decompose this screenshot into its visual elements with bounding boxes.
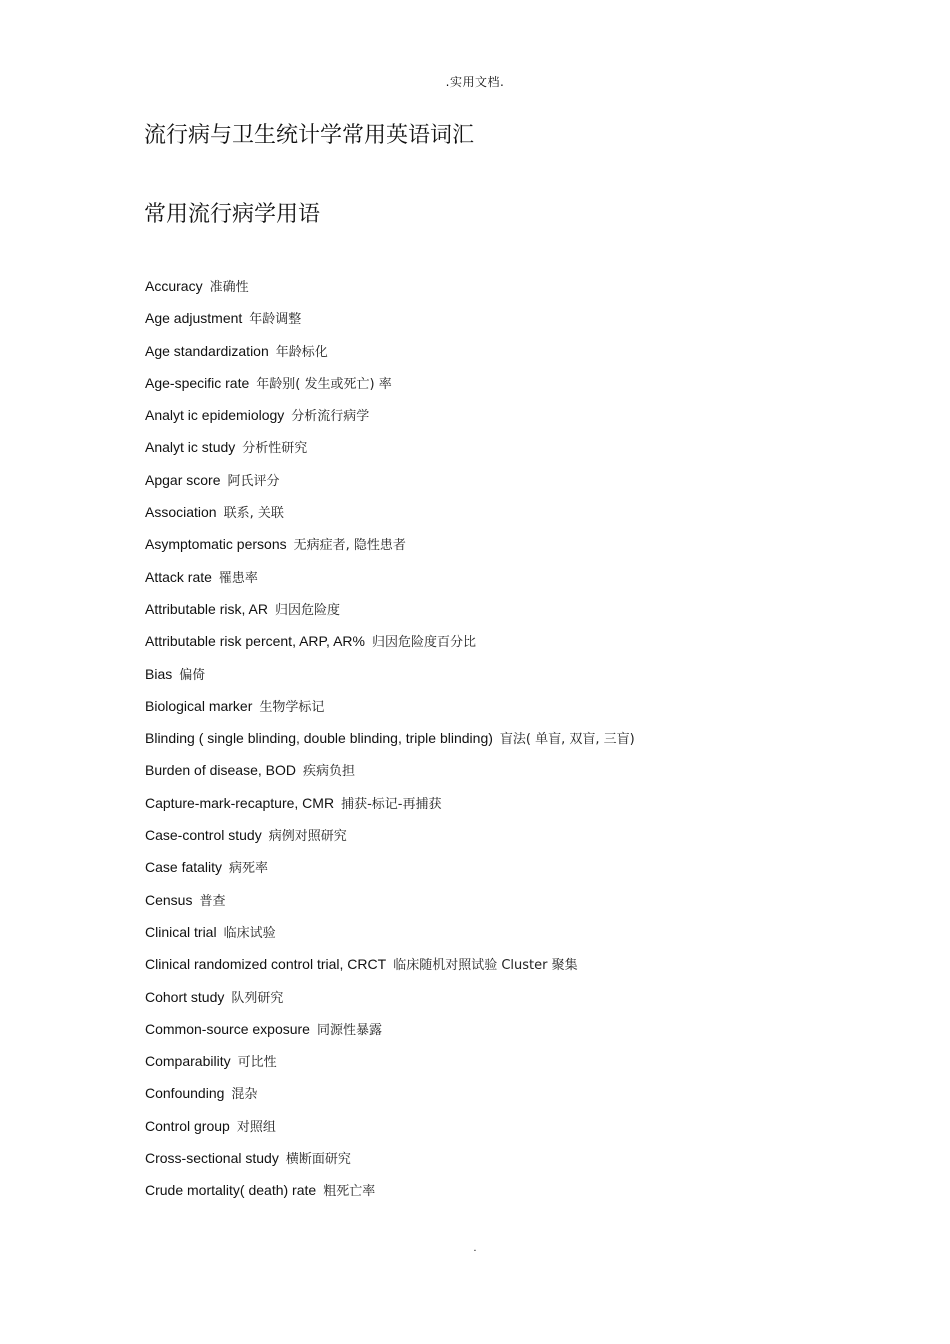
term-english: Burden of disease, BOD [145,762,296,779]
term-chinese: 年龄别( 发生或死亡) 率 [256,376,392,392]
glossary-entry [145,567,905,599]
document-title: 流行病与卫生统计学常用英语词汇 [144,123,475,148]
glossary-entry [145,599,905,631]
term-english: Association [145,504,217,521]
term-english: Accuracy [145,278,203,294]
term-english: Age standardization [145,342,269,359]
term-chinese: 生物学标记 [259,699,325,715]
glossary-list [145,276,905,1213]
glossary-entry [145,922,905,954]
term-chinese: 年龄标化 [275,344,328,360]
term-chinese: 罹患率 [218,570,258,586]
term-english: Case-control study [145,827,262,844]
term-english: Asymptomatic persons [145,536,287,553]
term-english: Clinical randomized control trial, CRCT [145,956,387,973]
glossary-entry [145,696,905,728]
term-english: Attributable risk percent, ARP, AR% [145,633,365,650]
term-english: Blinding ( single blinding, double blinding, triple blinding) [145,730,493,747]
term-english: Biological marker [145,697,253,714]
term-english: Attributable risk, AR [145,600,268,617]
term-chinese: 捕获-标记-再捕获 [341,796,442,812]
glossary-entry [145,631,905,663]
glossary-entry [145,502,905,534]
section-title: 常用流行病学用语 [144,202,321,227]
term-chinese: 病死率 [229,861,269,877]
term-chinese: 准确性 [209,280,249,295]
page-footer: . [473,1243,477,1254]
glossary-entry [145,760,905,792]
term-chinese: 对照组 [236,1119,276,1135]
term-english: Clinical trial [145,923,217,940]
term-english: Comparability [145,1053,231,1070]
glossary-entry [145,308,905,340]
term-chinese: 横断面研究 [285,1152,351,1168]
term-english: Attack rate [145,568,212,585]
glossary-entry [145,1148,905,1180]
glossary-entry [145,890,905,922]
term-chinese: 无病症者, 隐性患者 [293,538,406,554]
glossary-entry [145,987,905,1019]
glossary-entry [145,1180,905,1212]
term-english: Cross-sectional study [145,1150,279,1167]
term-chinese: 疾病负担 [302,764,355,780]
term-english: Bias [145,665,173,682]
term-english: Capture-mark-recapture, CMR [145,794,335,811]
term-chinese: 盲法( 单盲, 双盲, 三盲) [499,732,635,748]
glossary-entry [145,857,905,889]
term-chinese: 联系, 关联 [223,506,284,522]
term-chinese: 年龄调整 [249,312,302,328]
term-english: Cohort study [145,988,225,1005]
glossary-entry [145,437,905,469]
term-chinese: 普查 [199,893,226,909]
glossary-entry [145,276,905,308]
term-english: Apgar score [145,471,221,488]
glossary-entry [145,825,905,857]
term-chinese: 归因危险度 [274,602,340,618]
term-chinese: 归因危险度百分比 [371,635,476,651]
term-chinese: 病例对照研究 [268,829,347,845]
term-english: Age-specific rate [145,374,250,391]
term-chinese: 偏倚 [179,667,206,683]
term-english: Common-source exposure [145,1020,310,1037]
page-header: .实用文档. [445,75,505,89]
term-chinese: 分析流行病学 [291,409,370,425]
term-english: Crude mortality( death) rate [145,1182,317,1199]
term-english: Control group [145,1117,230,1134]
glossary-entry [145,341,905,373]
glossary-entry [145,954,905,986]
glossary-entry [145,1019,905,1051]
term-english: Census [145,891,193,908]
term-english: Analyt ic study [145,439,236,456]
term-chinese: 临床试验 [223,925,276,941]
glossary-entry [145,728,905,760]
glossary-entry [145,534,905,566]
term-chinese: 阿氏评分 [227,473,280,489]
term-english: Case fatality [145,859,223,876]
glossary-entry [145,1051,905,1083]
term-chinese: 队列研究 [231,990,284,1006]
glossary-entry [145,373,905,405]
glossary-entry [145,1116,905,1148]
term-chinese: 混杂 [231,1087,258,1103]
term-chinese: 分析性研究 [242,441,308,457]
glossary-entry [145,793,905,825]
term-chinese: 粗死亡率 [323,1184,376,1200]
term-english: Confounding [145,1085,225,1102]
glossary-entry [145,470,905,502]
glossary-entry [145,1083,905,1115]
term-english: Analyt ic epidemiology [145,407,285,424]
term-english: Age adjustment [145,310,243,327]
glossary-entry [145,664,905,696]
term-chinese: 同源性暴露 [316,1022,382,1038]
term-chinese: 临床随机对照试验 Cluster 聚集 [393,958,578,974]
term-chinese: 可比性 [237,1055,277,1071]
glossary-entry [145,405,905,437]
